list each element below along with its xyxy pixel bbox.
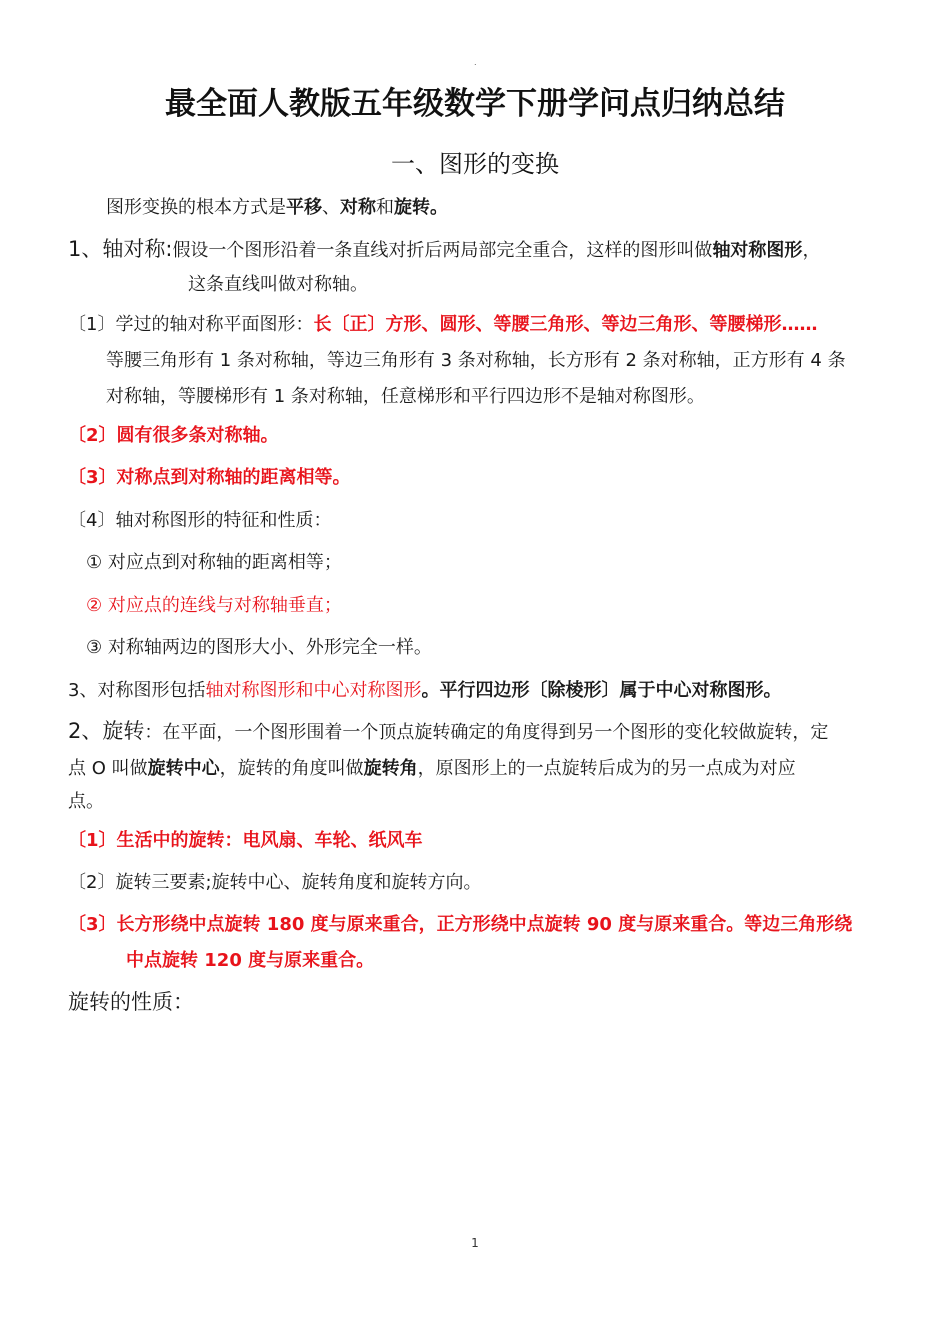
rotation-def-b1: 点 O 叫做: [68, 758, 148, 779]
axis-heading: 1、轴对称:: [68, 237, 173, 261]
axis-item1-shapes: 长〔正〕方形、圆形、等腰三角形、等边三角形、等腰梯形……: [313, 314, 818, 335]
rotation-definition-line2: [68, 756, 796, 782]
axis-item1-line2: 等腰三角形有 1 条对称轴，等边三角形有 3 条对称轴，长方形有 2 条对称轴，正方形有 4 条: [106, 350, 846, 371]
page-title: 最全面人教版五年级数学下册学问点归纳总结: [165, 86, 785, 122]
rotation-item3-line2: 中点旋转 120 度与原来重合。: [126, 950, 375, 971]
intro-rotation: 旋转: [394, 197, 430, 218]
symmetric-figures-note: [68, 678, 781, 704]
rotation-item2: 〔2〕旋转三要素;旋转中心、旋转角度和旋转方向。: [68, 872, 482, 893]
rotation-def-a: ：在平面，一个图形围着一个顶点旋转确定的角度得到另一个图形的变化较做旋转，定: [144, 722, 829, 743]
axis-item1-line3: 对称轴，等腰梯形有 1 条对称轴，任意梯形和平行四边形不是轴对称图形。: [106, 386, 705, 407]
symmetric-note-types: 轴对称图形和中心对称图形: [205, 680, 422, 701]
axis-def-term: 轴对称图形: [712, 240, 803, 261]
symmetric-note-parallelogram: 。平行四边形〔除棱形〕属于中心对称图形。: [421, 680, 782, 701]
axis-property-1: ① 对应点到对称轴的距离相等；: [86, 552, 342, 573]
rotation-def-b3: ，原图形上的一点旋转后成为的另一点成为对应: [417, 758, 796, 779]
intro-symmetry: 对称: [340, 197, 376, 218]
axis-item4: 〔4〕轴对称图形的特征和性质：: [68, 510, 332, 531]
section-heading: 一、图形的变换: [391, 150, 559, 178]
axis-definition: [68, 236, 820, 264]
axis-item3: 〔3〕对称点到对称轴的距离相等。: [68, 467, 351, 488]
rotation-properties-heading: 旋转的性质：: [68, 990, 194, 1014]
axis-item1-label: 〔1〕学过的轴对称平面图形：: [68, 314, 314, 335]
axis-property-3: ③ 对称轴两边的图形大小、外形完全一样。: [86, 637, 432, 658]
page-number: 1: [471, 1236, 479, 1250]
rotation-def-b2: ，旋转的角度叫做: [219, 758, 364, 779]
rotation-item3-line1: 〔3〕长方形绕中点旋转 180 度与原来重合，正方形绕中点旋转 90 度与原来重合。等边三角形绕: [68, 914, 853, 935]
rotation-center-term: 旋转中心: [147, 758, 220, 779]
intro-text: 图形变换的根本方式是: [106, 197, 286, 218]
rotation-definition: [68, 718, 828, 746]
axis-def-end: ，: [802, 240, 821, 261]
intro-translation: 平移: [286, 197, 322, 218]
axis-item2: 〔2〕圆有很多条对称轴。: [68, 425, 279, 446]
intro-end: 。: [430, 197, 448, 218]
axis-definition-line2: 这条直线叫做对称轴。: [188, 274, 368, 295]
rotation-definition-line3: 点。: [68, 791, 104, 812]
intro-sep: 和: [376, 197, 394, 218]
symmetric-note-lead: 3、对称图形包括: [68, 680, 206, 701]
intro-paragraph: [106, 195, 448, 221]
intro-sep: 、: [322, 197, 340, 218]
rotation-angle-term: 旋转角: [363, 758, 418, 779]
rotation-heading: 2、旋转: [68, 719, 145, 743]
axis-def-text: 假设一个图形沿着一条直线对折后两局部完全重合，这样的图形叫做: [172, 240, 713, 261]
axis-property-2: ② 对应点的连线与对称轴垂直；: [86, 595, 342, 616]
axis-item1: [68, 312, 817, 338]
rotation-item1: 〔1〕生活中的旋转：电风扇、车轮、纸风车: [68, 830, 423, 851]
header-dot: .: [474, 58, 477, 67]
